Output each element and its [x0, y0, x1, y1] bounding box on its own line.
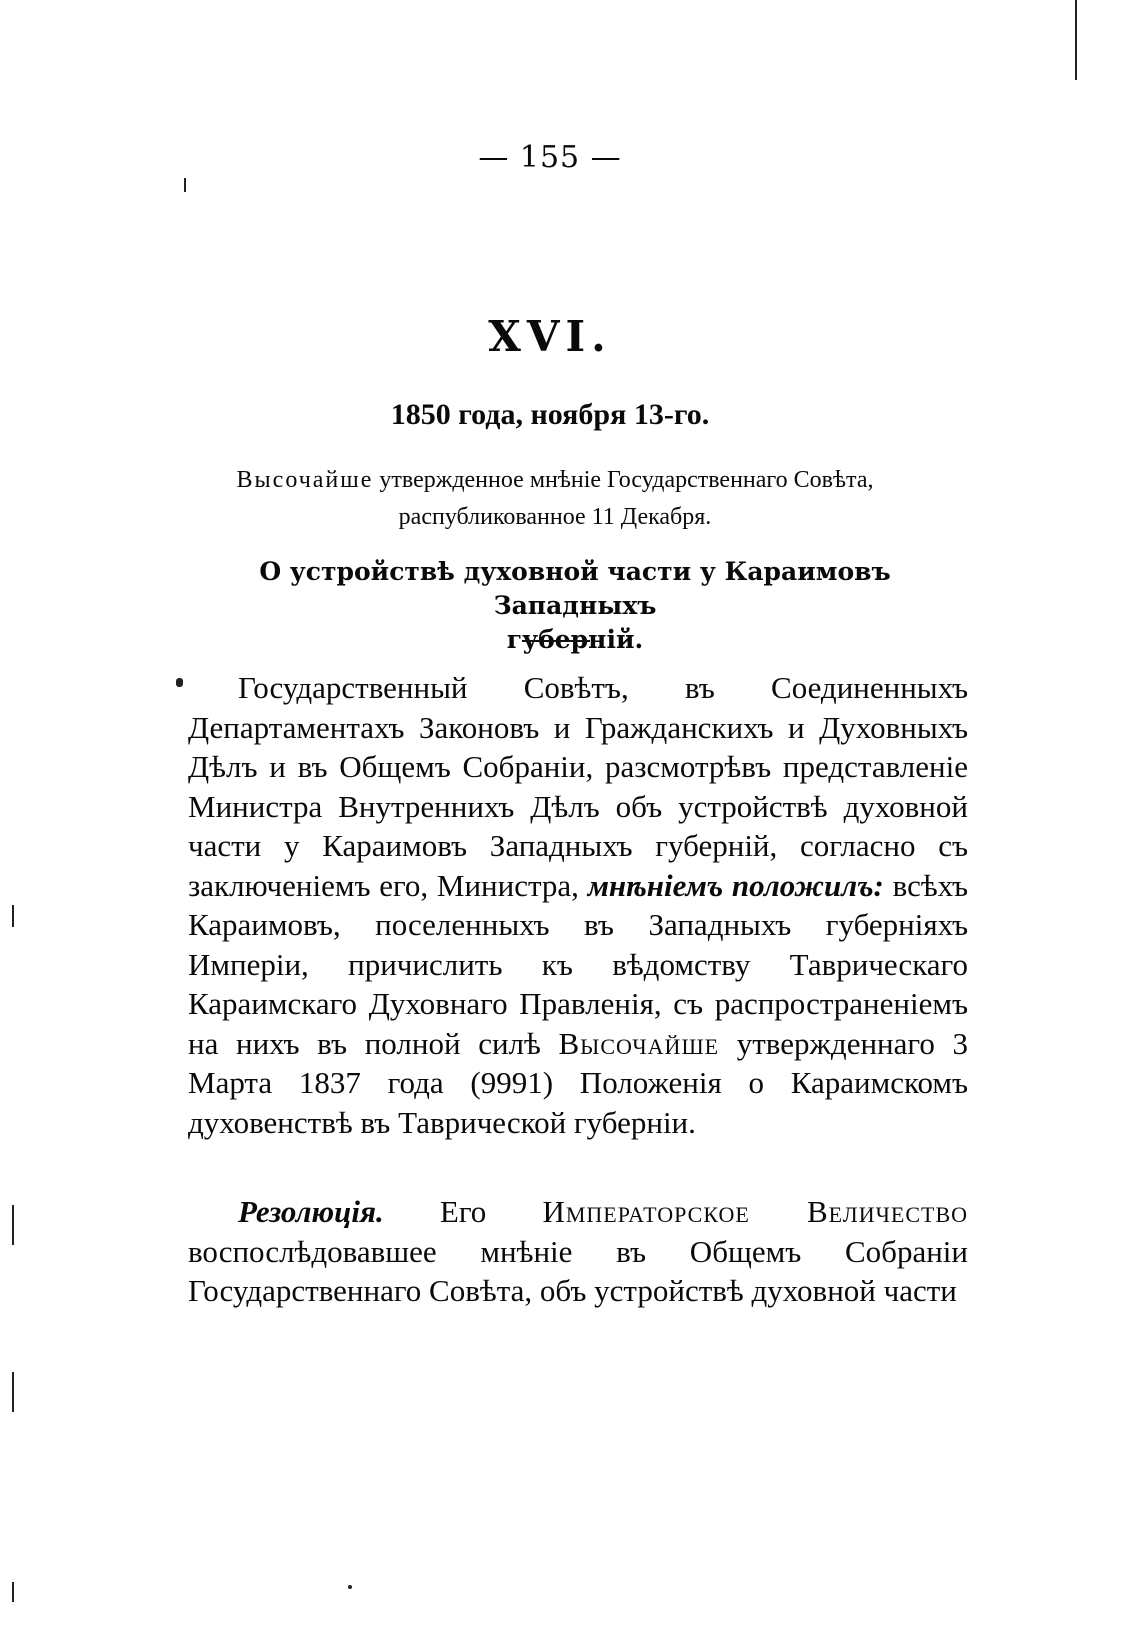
scan-artifact [12, 905, 14, 927]
approval-prefix: Высочайше [236, 467, 374, 493]
page-number: — 155 — [478, 140, 622, 175]
paragraph1-text-a: Государственный Совѣтъ, въ Соединенныхъ Департаментахъ Законовъ и Гражданскихъ и Духовныхъ Дѣлъ и въ Общемъ Собраніи, разсмотрѣвъ представленіе Министра Внутреннихъ Дѣлъ объ устройствѣ духовной части у Караимовъ Западныхъ губерній, согласно съ заключеніемъ его, Министра, [188, 670, 968, 903]
section-numeral: XVI. [488, 312, 612, 361]
resolution-text-b: воспослѣдовавшее мнѣніе въ Общемъ Собраніи Государственнаго Совѣта, объ устройствѣ духовной части [188, 1233, 968, 1308]
document-date: 1850 года, ноября 13-го. [390, 398, 710, 431]
paragraph1-emphasis: мнѣніемъ положилъ: [587, 867, 884, 903]
title-divider [522, 640, 590, 642]
title-line2: губерній. [506, 625, 644, 654]
scan-artifact [184, 178, 186, 192]
resolution-text-a: Его [439, 1194, 487, 1229]
scan-artifact [1075, 0, 1077, 80]
resolution-smallcaps: Императорское Величество [542, 1194, 969, 1229]
scan-artifact [348, 1585, 352, 1589]
paragraph1-smallcaps: Высочайше [558, 1025, 720, 1061]
paragraph1-text-c: утвержденнаго 3 Марта 1837 года (9991) Положенія о Караимскомъ духовенствѣ въ Таврической губерніи. [188, 1025, 968, 1140]
scan-artifact [12, 1582, 14, 1602]
resolution-paragraph [188, 1192, 968, 1311]
paragraph1-text-b: всѣхъ Караимовъ, поселенныхъ въ Западныхъ губерніяхъ Имперіи, причислить къ вѣдомству Таврическаго Караимскаго Духовнаго Правленія, съ распространеніемъ на нихъ въ полной силѣ [188, 867, 969, 1061]
resolution-label: Резолюція. [238, 1194, 384, 1229]
approval-line2: распубликованное 11 Декабря. [398, 504, 712, 530]
scan-artifact [12, 1372, 14, 1412]
scan-artifact [176, 678, 183, 687]
scan-artifact [12, 1205, 14, 1245]
approval-line1: утвержденное мнѣніе Государственнаго Совѣта, [379, 467, 874, 493]
title-line1: О устройствѣ духовной части у Караимовъ Западныхъ [259, 557, 891, 620]
main-paragraph [188, 668, 968, 1142]
approval-note [160, 462, 950, 536]
